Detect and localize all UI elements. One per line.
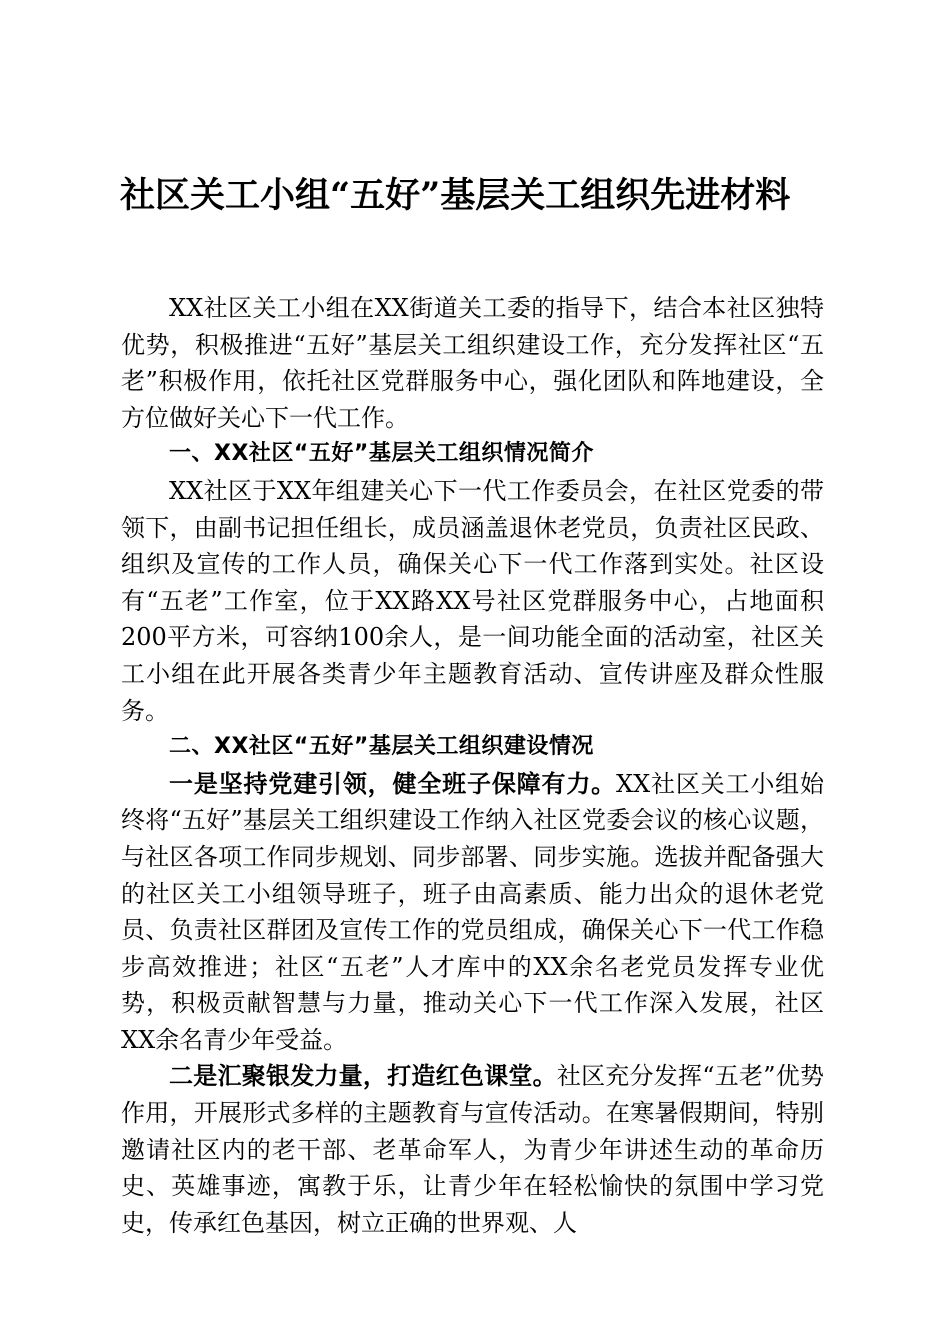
section-2-heading: 二、XX社区“五好”基层关工组织建设情况 [169,734,594,760]
section-1-paragraph: XX社区于XX年组建关心下一代工作委员会，在社区党委的带领下，由副书记担任组长，成员涵盖退休老党员，负责社区民政、组织及宣传的工作人员，确保关心下一代工作落到实处。社区设有“五老”工作室，位于XX路XX号社区党群服务中心，占地面积200平方米，可容纳100余人，是一间功能全面的活动室，社区关工小组在此开展各类青少年主题教育活动、宣传讲座及群众性服务。 [121,476,824,725]
point-2-paragraph [121,1058,824,1241]
point-1-lead: 一是坚持党建引领，健全班子保障有力。 [169,768,616,798]
section-1-heading: 一、XX社区“五好”基层关工组织情况简介 [169,441,594,467]
point-1-body: XX社区关工小组始终将“五好”基层关工组织建设工作纳入社区党委会议的核心议题，与社区各项工作同步规划、同步部署、同步实施。选拔并配备强大的社区关工小组领导班子，班子由高素质、能力出众的退休老党员、负责社区群团及宣传工作的党员组成，确保关心下一代工作稳步高效推进；社区“五老”人才库中的XX余名老党员发挥专业优势，积极贡献智慧与力量，推动关心下一代工作深入发展，社区XX余名青少年受益。 [121,769,825,1054]
point-2-body: 社区充分发挥“五老”优势作用，开展形式多样的主题教育与宣传活动。在寒暑假期间，特别邀请社区内的老干部、老革命军人，为青少年讲述生动的革命历史、英雄事迹，寓教于乐，让青少年在轻松愉快的氛围中学习党史，传承红色基因，树立正确的世界观、人 [121,1062,824,1237]
intro-paragraph: XX社区关工小组在XX街道关工委的指导下，结合本社区独特优势，积极推进“五好”基层关工组织建设工作，充分发挥社区“五老”积极作用，依托社区党群服务中心，强化团队和阵地建设，全方位做好关心下一代工作。 [121,294,824,432]
document-body [121,290,824,1241]
point-1-paragraph [121,766,824,1059]
document-title: 社区关工小组“五好”基层关工组织先进材料 [120,175,791,216]
point-2-lead: 二是汇聚银发力量，打造红色课堂。 [169,1061,557,1091]
